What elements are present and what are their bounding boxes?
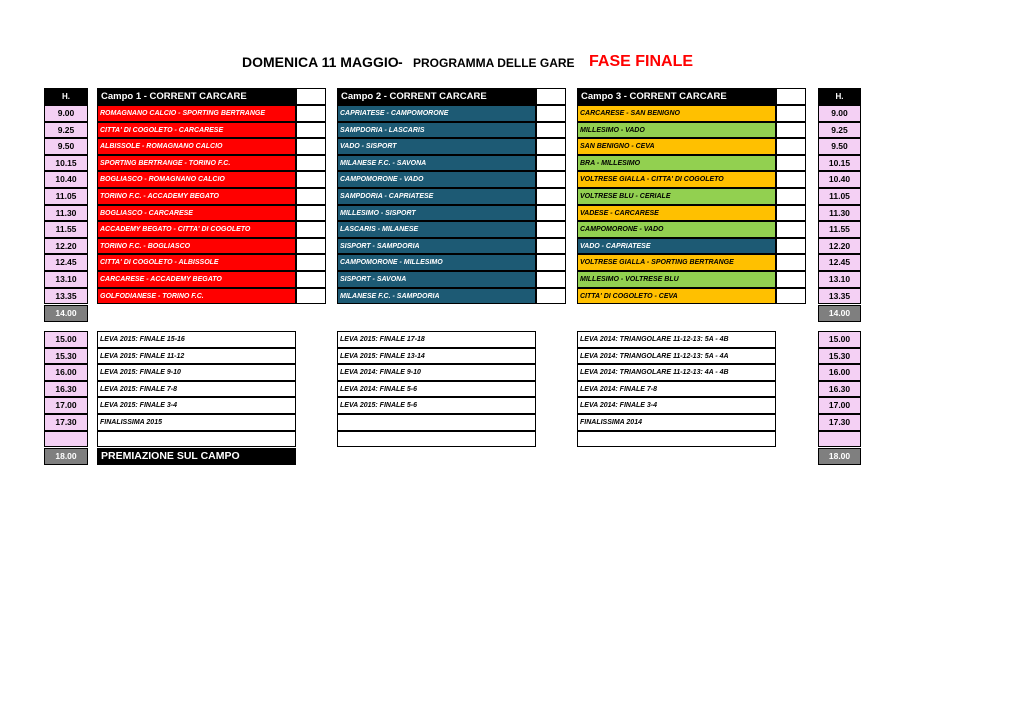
campo-1-final: LEVA 2015: FINALE 11-12 <box>97 348 296 365</box>
campo-2-match: VADO - SISPORT <box>337 138 536 155</box>
spacer-cell <box>296 288 326 305</box>
campo-2-final <box>337 431 536 448</box>
break-time-right: 14.00 <box>818 305 861 322</box>
campo-1-final: LEVA 2015: FINALE 3-4 <box>97 397 296 414</box>
time-cell-left: 10.40 <box>44 171 88 188</box>
campo-3-final: FINALISSIMA 2014 <box>577 414 776 431</box>
spacer-cell <box>776 171 806 188</box>
spacer-cell <box>776 188 806 205</box>
campo-2-match: SAMPDORIA - LASCARIS <box>337 122 536 139</box>
program-title: PROGRAMMA DELLE GARE <box>413 56 575 70</box>
campo-2-final: LEVA 2014: FINALE 5-6 <box>337 381 536 398</box>
end-time-right: 18.00 <box>818 448 861 465</box>
campo-3-match: MILLESIMO - VOLTRESE BLU <box>577 271 776 288</box>
campo-2-match: CAMPOMORONE - VADO <box>337 171 536 188</box>
campo-3-match: CITTA' DI COGOLETO - CEVA <box>577 288 776 305</box>
campo-2-match: LASCARIS - MILANESE <box>337 221 536 238</box>
spacer-cell <box>776 122 806 139</box>
final-time-right <box>818 431 861 448</box>
spacer-cell <box>296 188 326 205</box>
campo-2-header: Campo 2 - CORRENT CARCARE <box>337 88 536 105</box>
spacer-cell <box>296 205 326 222</box>
campo-1-final: FINALISSIMA 2015 <box>97 414 296 431</box>
hour-header-left: H. <box>44 88 88 105</box>
campo-1-match: CITTA' DI COGOLETO - ALBISSOLE <box>97 254 296 271</box>
time-cell-right: 9.25 <box>818 122 861 139</box>
campo-3-final: LEVA 2014: TRIANGOLARE 11-12-13: 4A - 4B <box>577 364 776 381</box>
final-time-right: 15.30 <box>818 348 861 365</box>
campo-2-final <box>337 414 536 431</box>
campo-1-match: ROMAGNANO CALCIO - SPORTING BERTRANGE <box>97 105 296 122</box>
time-cell-right: 11.30 <box>818 205 861 222</box>
campo-1-match: TORINO F.C. - BOGLIASCO <box>97 238 296 255</box>
final-time-left: 16.00 <box>44 364 88 381</box>
campo-3-match: CAMPOMORONE - VADO <box>577 221 776 238</box>
campo-3-match: VOLTRESE BLU - CERIALE <box>577 188 776 205</box>
campo-3-match: VADO - CAPRIATESE <box>577 238 776 255</box>
time-cell-right: 11.05 <box>818 188 861 205</box>
campo-2-match: MILANESE F.C. - SAVONA <box>337 155 536 172</box>
spacer-cell <box>776 254 806 271</box>
spacer-cell <box>296 122 326 139</box>
header-dash: - <box>398 54 403 70</box>
spacer-cell <box>536 254 566 271</box>
campo-3-match: BRA - MILLESIMO <box>577 155 776 172</box>
campo-1-header: Campo 1 - CORRENT CARCARE <box>97 88 296 105</box>
time-cell-left: 12.45 <box>44 254 88 271</box>
campo-1-match: BOGLIASCO - CARCARESE <box>97 205 296 222</box>
time-cell-left: 11.05 <box>44 188 88 205</box>
spacer-cell <box>776 271 806 288</box>
spacer-cell <box>536 105 566 122</box>
time-cell-left: 11.55 <box>44 221 88 238</box>
time-cell-left: 13.10 <box>44 271 88 288</box>
spacer-cell <box>776 105 806 122</box>
award-ceremony-banner: PREMIAZIONE SUL CAMPO <box>97 448 296 465</box>
campo-3-match: VOLTRESE GIALLA - CITTA' DI COGOLETO <box>577 171 776 188</box>
spacer-cell <box>536 171 566 188</box>
campo-3-match: CARCARESE - SAN BENIGNO <box>577 105 776 122</box>
spacer-cell <box>536 221 566 238</box>
event-date: DOMENICA 11 MAGGIO <box>242 54 399 70</box>
campo-1-match: ACCADEMY BEGATO - CITTA' DI COGOLETO <box>97 221 296 238</box>
campo-1-match: ALBISSOLE - ROMAGNANO CALCIO <box>97 138 296 155</box>
spacer-cell <box>536 188 566 205</box>
spacer-cell <box>536 155 566 172</box>
spacer-cell <box>536 88 566 105</box>
spacer-cell <box>296 155 326 172</box>
campo-1-match: BOGLIASCO - ROMAGNANO CALCIO <box>97 171 296 188</box>
time-cell-right: 10.15 <box>818 155 861 172</box>
campo-2-final: LEVA 2015: FINALE 17-18 <box>337 331 536 348</box>
final-time-left: 17.30 <box>44 414 88 431</box>
spacer-cell <box>296 254 326 271</box>
campo-1-match: TORINO F.C. - ACCADEMY BEGATO <box>97 188 296 205</box>
spacer-cell <box>536 288 566 305</box>
hour-header-right: H. <box>818 88 861 105</box>
time-cell-left: 9.50 <box>44 138 88 155</box>
campo-2-match: SISPORT - SAVONA <box>337 271 536 288</box>
campo-3-match: VOLTRESE GIALLA - SPORTING BERTRANGE <box>577 254 776 271</box>
time-cell-left: 11.30 <box>44 205 88 222</box>
campo-3-final: LEVA 2014: TRIANGOLARE 11-12-13: 5A - 4B <box>577 331 776 348</box>
campo-2-match: MILANESE F.C. - SAMPDORIA <box>337 288 536 305</box>
final-time-left: 15.00 <box>44 331 88 348</box>
spacer-cell <box>536 122 566 139</box>
time-cell-left: 10.15 <box>44 155 88 172</box>
campo-2-final: LEVA 2015: FINALE 5-6 <box>337 397 536 414</box>
campo-2-final: LEVA 2015: FINALE 13-14 <box>337 348 536 365</box>
final-time-right: 17.30 <box>818 414 861 431</box>
time-cell-right: 12.45 <box>818 254 861 271</box>
time-cell-right: 12.20 <box>818 238 861 255</box>
campo-1-match: CITTA' DI COGOLETO - CARCARESE <box>97 122 296 139</box>
spacer-cell <box>536 138 566 155</box>
time-cell-right: 9.00 <box>818 105 861 122</box>
campo-3-final <box>577 431 776 448</box>
spacer-cell <box>776 221 806 238</box>
campo-1-final: LEVA 2015: FINALE 7-8 <box>97 381 296 398</box>
break-time-left: 14.00 <box>44 305 88 322</box>
spacer-cell <box>536 238 566 255</box>
campo-2-match: SAMPDORIA - CAPRIATESE <box>337 188 536 205</box>
spacer-cell <box>296 238 326 255</box>
spacer-cell <box>296 171 326 188</box>
campo-2-match: MILLESIMO - SISPORT <box>337 205 536 222</box>
final-time-left: 17.00 <box>44 397 88 414</box>
campo-3-match: SAN BENIGNO - CEVA <box>577 138 776 155</box>
campo-2-match: CAPRIATESE - CAMPOMORONE <box>337 105 536 122</box>
time-cell-right: 13.10 <box>818 271 861 288</box>
final-time-right: 16.00 <box>818 364 861 381</box>
campo-1-match: CARCARESE - ACCADEMY BEGATO <box>97 271 296 288</box>
final-time-right: 16.30 <box>818 381 861 398</box>
spacer-cell <box>776 88 806 105</box>
campo-1-final: LEVA 2015: FINALE 9-10 <box>97 364 296 381</box>
spacer-cell <box>296 271 326 288</box>
campo-1-final <box>97 431 296 448</box>
spacer-cell <box>776 205 806 222</box>
campo-3-final: LEVA 2014: TRIANGOLARE 11-12-13: 5A - 4A <box>577 348 776 365</box>
campo-2-final: LEVA 2014: FINALE 9-10 <box>337 364 536 381</box>
time-cell-left: 13.35 <box>44 288 88 305</box>
campo-3-match: MILLESIMO - VADO <box>577 122 776 139</box>
end-time-left: 18.00 <box>44 448 88 465</box>
spacer-cell <box>296 105 326 122</box>
time-cell-left: 9.00 <box>44 105 88 122</box>
campo-1-final: LEVA 2015: FINALE 15-16 <box>97 331 296 348</box>
spacer-cell <box>296 221 326 238</box>
spacer-cell <box>776 138 806 155</box>
final-time-left: 15.30 <box>44 348 88 365</box>
final-time-right: 15.00 <box>818 331 861 348</box>
campo-2-match: SISPORT - SAMPDORIA <box>337 238 536 255</box>
spacer-cell <box>776 238 806 255</box>
time-cell-right: 9.50 <box>818 138 861 155</box>
campo-1-match: SPORTING BERTRANGE - TORINO F.C. <box>97 155 296 172</box>
spacer-cell <box>296 88 326 105</box>
phase-title: FASE FINALE <box>589 53 694 70</box>
spacer-cell <box>296 138 326 155</box>
campo-3-final: LEVA 2014: FINALE 7-8 <box>577 381 776 398</box>
time-cell-right: 13.35 <box>818 288 861 305</box>
spacer-cell <box>776 288 806 305</box>
time-cell-left: 9.25 <box>44 122 88 139</box>
time-cell-right: 11.55 <box>818 221 861 238</box>
campo-3-match: VADESE - CARCARESE <box>577 205 776 222</box>
campo-2-match: CAMPOMORONE - MILLESIMO <box>337 254 536 271</box>
time-cell-left: 12.20 <box>44 238 88 255</box>
spacer-cell <box>536 271 566 288</box>
campo-3-final: LEVA 2014: FINALE 3-4 <box>577 397 776 414</box>
campo-3-header: Campo 3 - CORRENT CARCARE <box>577 88 776 105</box>
campo-1-match: GOLFODIANESE - TORINO F.C. <box>97 288 296 305</box>
final-time-right: 17.00 <box>818 397 861 414</box>
final-time-left: 16.30 <box>44 381 88 398</box>
final-time-left <box>44 431 88 448</box>
spacer-cell <box>776 155 806 172</box>
spacer-cell <box>536 205 566 222</box>
time-cell-right: 10.40 <box>818 171 861 188</box>
